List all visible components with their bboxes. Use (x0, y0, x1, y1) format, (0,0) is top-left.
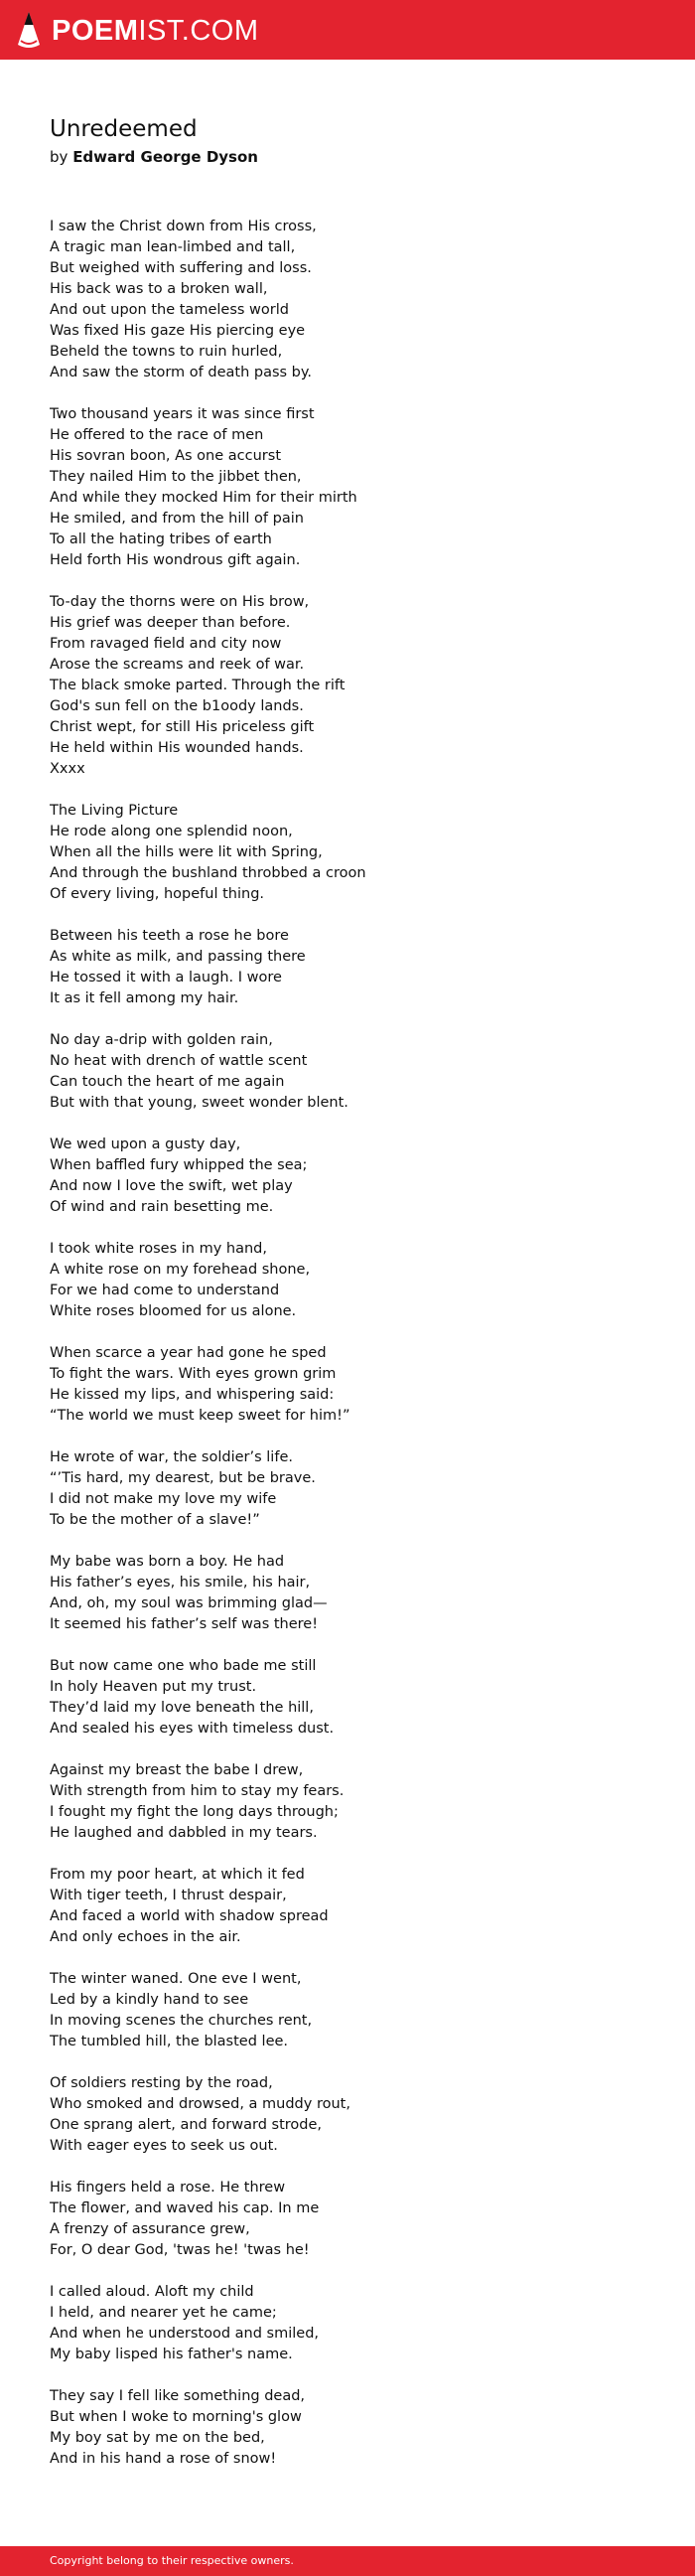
poem-line: I took white roses in my hand, (50, 1241, 267, 1257)
stanza (50, 926, 366, 1009)
poem-line: His grief was deeper than before. (50, 615, 291, 631)
poem-line: Xxxx (50, 761, 85, 777)
poem-line: The tumbled hill, the blasted lee. (50, 2034, 289, 2049)
poem-line: It as it fell among my hair. (50, 990, 239, 1006)
poem-line: And while they mocked Him for their mirth (50, 490, 357, 506)
poem-line: The Living Picture (50, 803, 179, 819)
poem-line: I saw the Christ down from His cross, (50, 219, 317, 234)
poem-line: I fought my fight the long days through; (50, 1804, 339, 1820)
poem-line: And now I love the swift, wet play (50, 1178, 293, 1194)
poem-line: I did not make my love my wife (50, 1491, 277, 1507)
byline (50, 147, 258, 167)
poem-line: And out upon the tameless world (50, 302, 289, 318)
poem-line: His father’s eyes, his smile, his hair, (50, 1575, 311, 1591)
poem-line: A white rose on my forehead shone, (50, 1262, 311, 1278)
poem-line: But now came one who bade me still (50, 1658, 317, 1674)
poem-line: And through the bushland throbbed a croon (50, 865, 366, 881)
stanza (50, 1030, 366, 1114)
poem-line: To all the hating tribes of earth (50, 531, 272, 547)
author-name: Edward George Dyson (72, 148, 258, 166)
poem-line: Two thousand years it was since first (50, 406, 315, 422)
stanza (50, 1239, 366, 1322)
stanza (50, 1969, 366, 2052)
poem-line: No heat with drench of wattle scent (50, 1053, 308, 1069)
copyright-text: Copyright belong to their respective owners. (50, 2554, 294, 2567)
poem-line: Against my breast the babe I drew, (50, 1762, 304, 1778)
poem-line: We wed upon a gusty day, (50, 1136, 241, 1152)
poem-line: And only echoes in the air. (50, 1929, 241, 1945)
poem-line: Held forth His wondrous gift again. (50, 552, 301, 568)
poem-line: Of soldiers resting by the road, (50, 2075, 273, 2091)
stanza (50, 592, 366, 780)
site-header (0, 0, 695, 60)
stanza (50, 1865, 366, 1948)
poem-line: It seemed his father’s self was there! (50, 1616, 319, 1632)
stanza (50, 1760, 366, 1844)
poem-line: When all the hills were lit with Spring, (50, 844, 323, 860)
poem-line: And, oh, my soul was brimming glad— (50, 1595, 328, 1611)
site-logo[interactable] (16, 11, 259, 51)
poem-line: He wrote of war, the soldier’s life. (50, 1449, 293, 1465)
poem-line: For we had come to understand (50, 1283, 280, 1298)
poem-line: With eager eyes to seek us out. (50, 2138, 278, 2154)
poem-line: As white as milk, and passing there (50, 949, 306, 965)
poem-line: He rode along one splendid noon, (50, 824, 293, 839)
poem-line: To be the mother of a slave!” (50, 1512, 260, 1528)
stanza (50, 1343, 366, 1427)
poem-line: Of wind and rain besetting me. (50, 1199, 274, 1215)
stanza (50, 2073, 366, 2157)
poem-line: Can touch the heart of me again (50, 1074, 285, 1090)
poem-line: I called aloud. Aloft my child (50, 2284, 254, 2300)
by-label: by (50, 148, 69, 166)
stanza (50, 1135, 366, 1218)
poem-line: Of every living, hopeful thing. (50, 886, 265, 902)
poem-title: Unredeemed (50, 116, 198, 142)
poem-line: His back was to a broken wall, (50, 281, 268, 297)
poem-line: I held, and nearer yet he came; (50, 2305, 277, 2321)
stanza (50, 217, 366, 383)
site-footer (0, 2546, 695, 2576)
poem-line: In moving scenes the churches rent, (50, 2013, 313, 2029)
poem-line: No day a-drip with golden rain, (50, 1032, 273, 1048)
poem-line: One sprang alert, and forward strode, (50, 2117, 323, 2133)
poem-line: The black smoke parted. Through the rift (50, 678, 346, 693)
poem-line: They’d laid my love beneath the hill, (50, 1700, 314, 1716)
poem-line: Led by a kindly hand to see (50, 1992, 249, 2008)
stanza (50, 801, 366, 905)
stanza (50, 2178, 366, 2261)
poem-line: With strength from him to stay my fears. (50, 1783, 345, 1799)
poem-line: He kissed my lips, and whispering said: (50, 1387, 335, 1403)
stanza (50, 404, 366, 571)
poem-body (50, 217, 366, 2491)
poem-line: But when I woke to morning's glow (50, 2409, 302, 2425)
poem-line: God's sun fell on the b1oody lands. (50, 698, 304, 714)
poem-line: In holy Heaven put my trust. (50, 1679, 257, 1695)
logo-text-light: IST.COM (138, 15, 259, 47)
poem-line: But weighed with suffering and loss. (50, 260, 312, 276)
poem-line: The flower, and waved his cap. In me (50, 2200, 320, 2216)
poem-line: His fingers held a rose. He threw (50, 2180, 286, 2196)
poem-line: To-day the thorns were on His brow, (50, 594, 310, 610)
logo-text-bold: POEM (52, 15, 139, 47)
poem-line: The winter waned. One eve I went, (50, 1971, 302, 1987)
stanza (50, 2282, 366, 2365)
poem-line: Was fixed His gaze His piercing eye (50, 323, 306, 339)
poem-line: He laughed and dabbled in my tears. (50, 1825, 318, 1841)
poem-line: They say I fell like something dead, (50, 2388, 306, 2404)
stanza (50, 1447, 366, 1531)
poem-line: Christ wept, for still His priceless gift (50, 719, 315, 735)
poem-line: He smiled, and from the hill of pain (50, 511, 304, 527)
poem-line: When baffled fury whipped the sea; (50, 1157, 308, 1173)
poem-line: From my poor heart, at which it fed (50, 1867, 305, 1883)
poem-line: A frenzy of assurance grew, (50, 2221, 250, 2237)
stanza (50, 1552, 366, 1635)
poem-line: And sealed his eyes with timeless dust. (50, 1721, 335, 1737)
poem-line: And faced a world with shadow spread (50, 1908, 329, 1924)
poem-line: Who smoked and drowsed, a muddy rout, (50, 2096, 350, 2112)
logo-text (52, 11, 259, 51)
stanza (50, 1656, 366, 1740)
poem-line: With tiger teeth, I thrust despair, (50, 1888, 287, 1903)
poem-line: Arose the screams and reek of war. (50, 657, 305, 673)
poem-line: My baby lisped his father's name. (50, 2347, 293, 2362)
poem-line: “The world we must keep sweet for him!” (50, 1408, 350, 1424)
poem-line: He offered to the race of men (50, 427, 264, 443)
poem-line: When scarce a year had gone he sped (50, 1345, 327, 1361)
poem-line: He tossed it with a laugh. I wore (50, 970, 282, 985)
poem-line: White roses bloomed for us alone. (50, 1303, 297, 1319)
poem-line: “’Tis hard, my dearest, but be brave. (50, 1470, 316, 1486)
poem-line: And when he understood and smiled, (50, 2326, 320, 2342)
poem-line: And in his hand a rose of snow! (50, 2451, 277, 2467)
poem-line: A tragic man lean-limbed and tall, (50, 239, 296, 255)
poem-line: To fight the wars. With eyes grown grim (50, 1366, 337, 1382)
poem-line: My boy sat by me on the bed, (50, 2430, 265, 2446)
poem-line: My babe was born a boy. He had (50, 1554, 285, 1570)
stanza (50, 2386, 366, 2470)
poem-line: His sovran boon, As one accurst (50, 448, 281, 464)
poem-line: They nailed Him to the jibbet then, (50, 469, 302, 485)
pencil-tip-icon (16, 11, 42, 51)
poem-line: For, O dear God, 'twas he! 'twas he! (50, 2242, 310, 2258)
poem-line: Beheld the towns to ruin hurled, (50, 344, 283, 360)
poem-line: He held within His wounded hands. (50, 740, 304, 756)
poem-line: But with that young, sweet wonder blent. (50, 1095, 348, 1111)
poem-line: Between his teeth a rose he bore (50, 928, 289, 944)
poem-line: And saw the storm of death pass by. (50, 365, 313, 380)
poem-line: From ravaged field and city now (50, 636, 282, 652)
